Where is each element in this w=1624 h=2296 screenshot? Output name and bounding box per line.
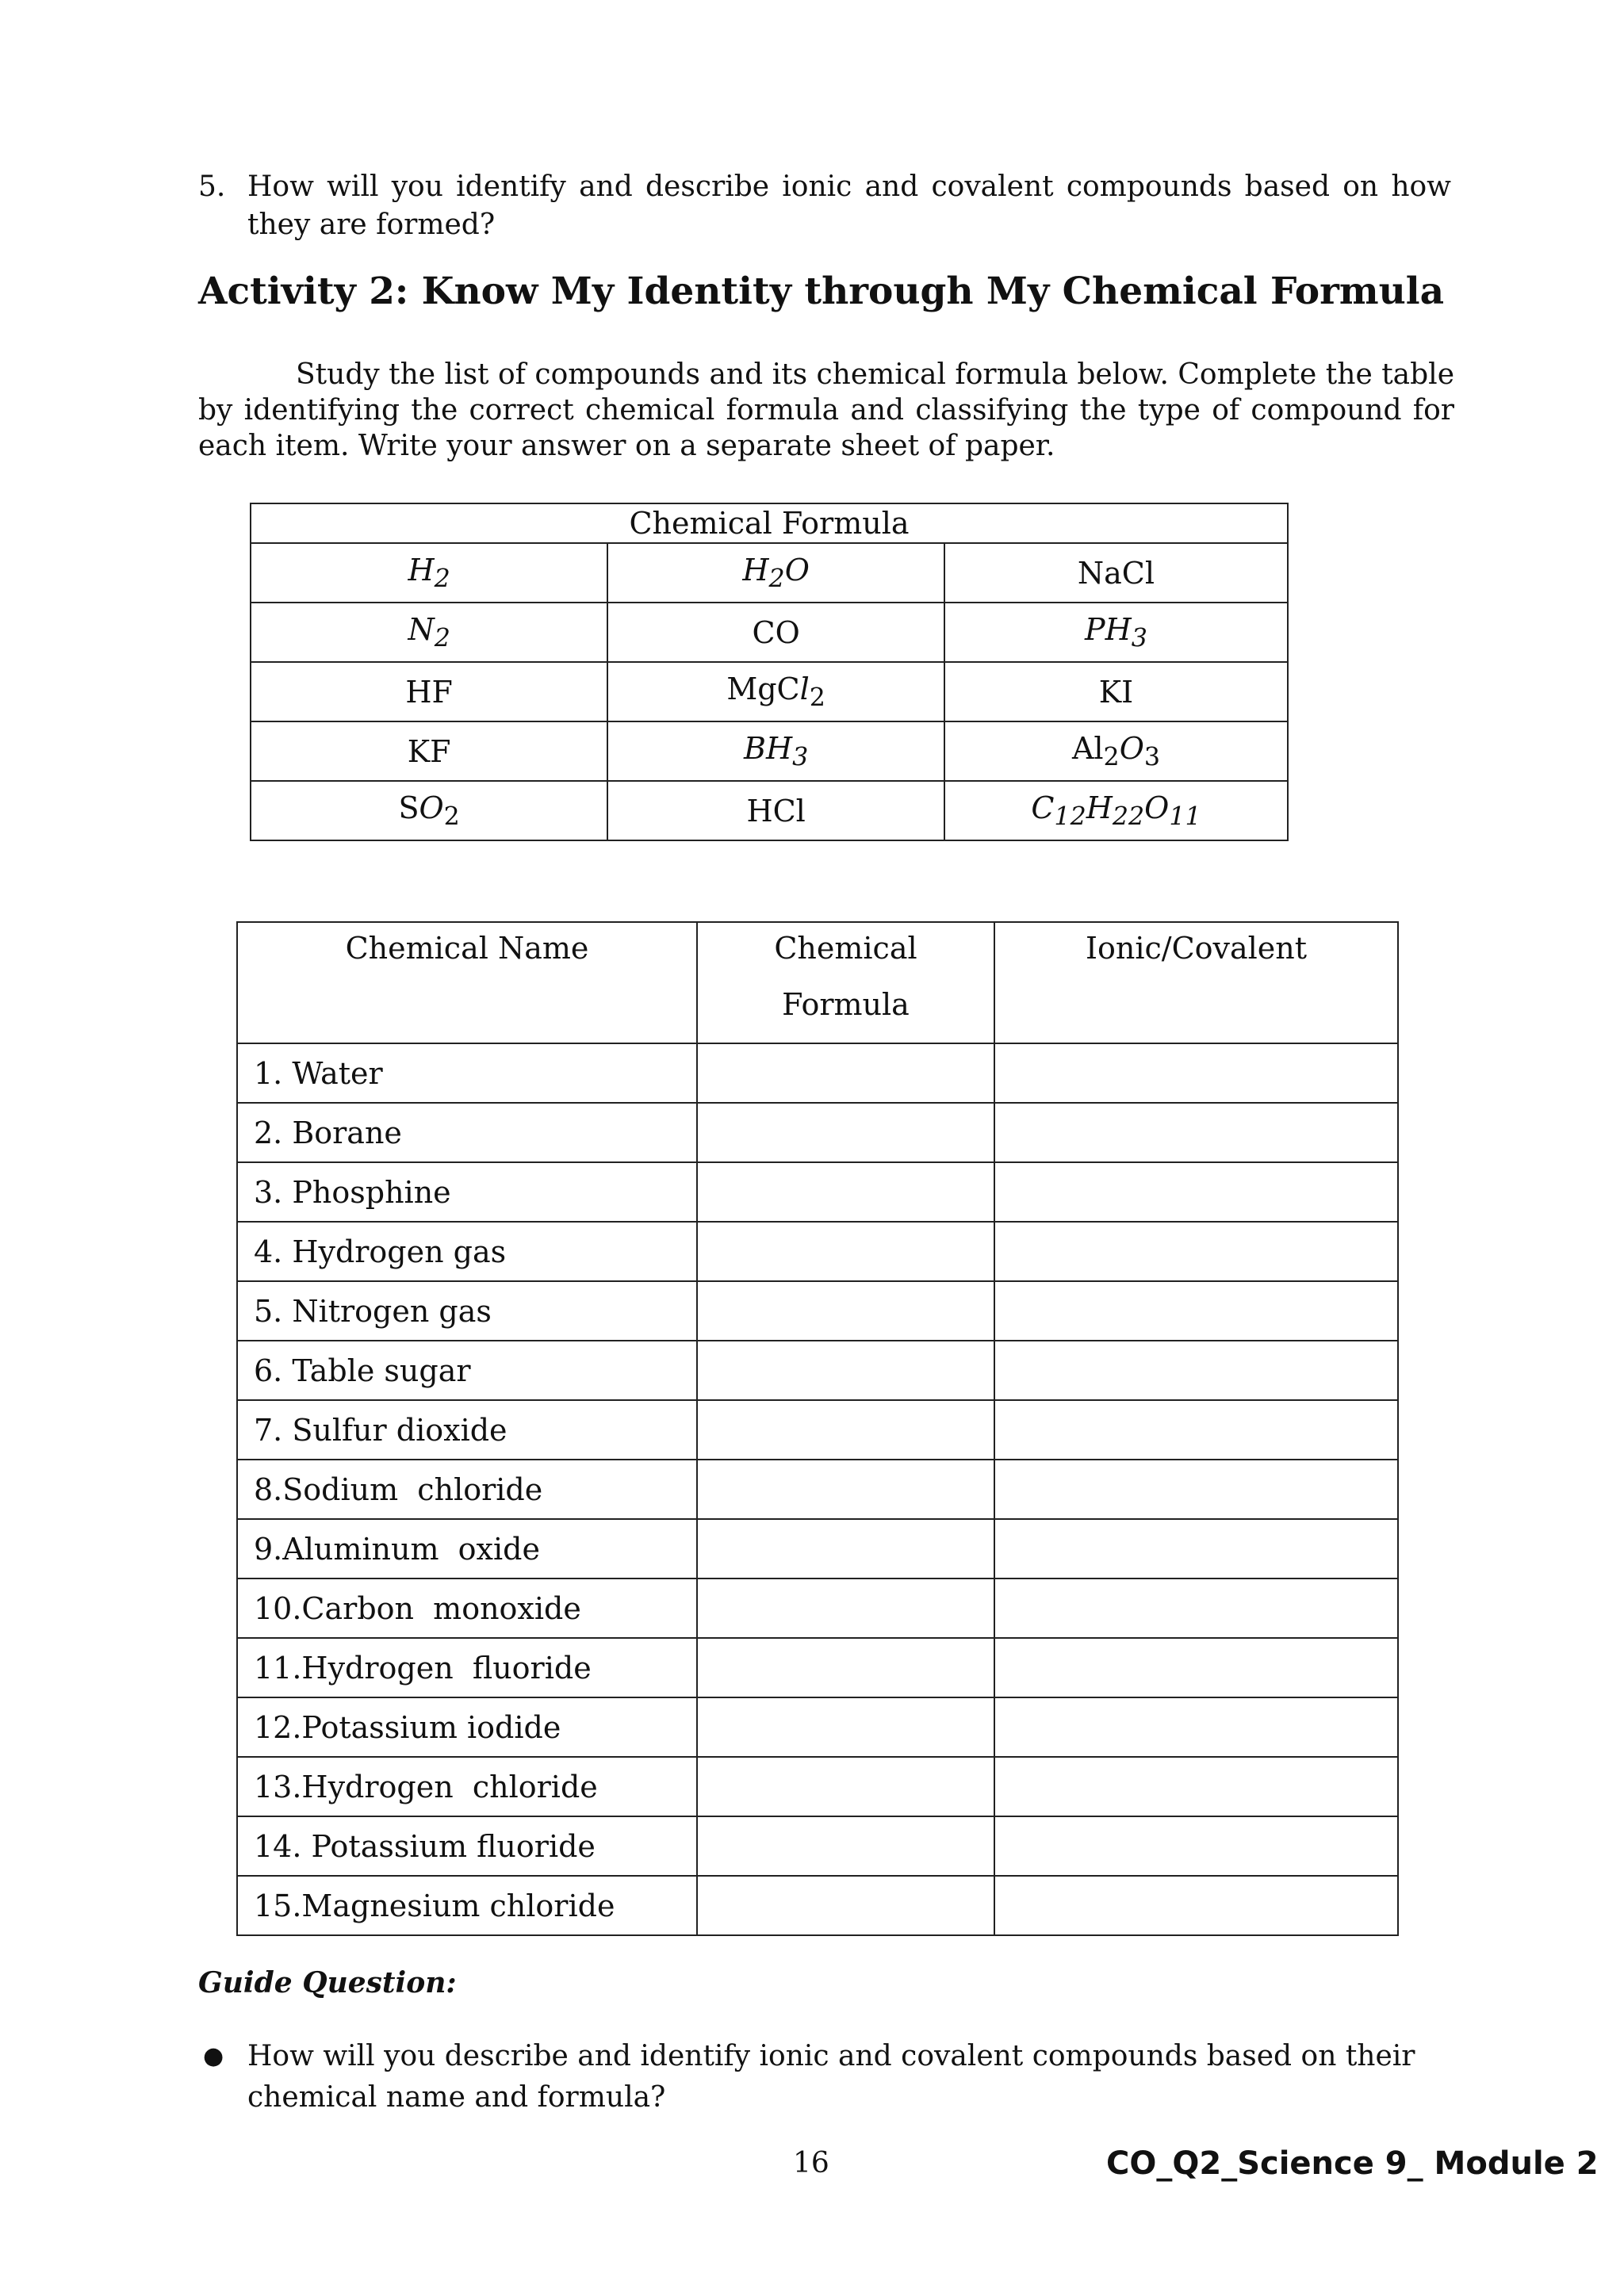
type-answer-cell[interactable] [994,1757,1398,1816]
type-answer-cell[interactable] [994,1460,1398,1519]
question-number: 5. [198,170,226,203]
table-row [237,1103,1398,1162]
chemical-name-cell: 2. Borane [237,1103,697,1162]
formula-cell: $PH_3$ [944,603,1288,662]
type-answer-cell[interactable] [994,1043,1398,1103]
chemical-name-cell: 7. Sulfur dioxide [237,1400,697,1460]
header-formula-line2: Formula [782,987,910,1022]
question-text: How will you identify and describe ionic and covalent compounds based on how they are formed? [247,170,1451,241]
table-row [237,1281,1398,1341]
table-row [237,1400,1398,1460]
chemical-name-cell: 12.Potassium iodide [237,1697,697,1757]
formula-answer-cell[interactable] [697,1281,994,1341]
header-ionic-covalent: Ionic/Covalent [994,922,1398,1043]
formula-answer-cell[interactable] [697,1103,994,1162]
table-row [251,662,1288,721]
chemical-name-cell: 11.Hydrogen fluoride [237,1638,697,1697]
type-answer-cell[interactable] [994,1876,1398,1935]
table-row [251,603,1288,662]
formula-answer-cell[interactable] [697,1697,994,1757]
formula-answer-cell[interactable] [697,1876,994,1935]
chemical-name-cell: 9.Aluminum oxide [237,1519,697,1578]
chemical-name-cell: 8.Sodium chloride [237,1460,697,1519]
table-row [237,1341,1398,1400]
page-number: 16 [793,2147,829,2179]
formula-answer-cell[interactable] [697,1043,994,1103]
type-answer-cell[interactable] [994,1697,1398,1757]
formula-cell: $BH_3$ [607,721,944,781]
activity-instructions: Study the list of compounds and its chemical formula below. Complete the table by identifying the correct chemical formula and classifying the type of compound for each item. Write your answer on a separate sheet of paper. [198,358,1454,462]
type-answer-cell[interactable] [994,1162,1398,1222]
formula-answer-cell[interactable] [697,1519,994,1578]
bullet-icon: ● [203,2042,224,2070]
formula-cell: $H_2$ [251,543,607,603]
table-row [251,543,1288,603]
table-row [237,1519,1398,1578]
table-row [237,1043,1398,1103]
formula-answer-cell[interactable] [697,1162,994,1222]
type-answer-cell[interactable] [994,1578,1398,1638]
header-chemical-name: Chemical Name [237,922,697,1043]
question-5 [198,168,1451,244]
table-row [237,1757,1398,1816]
chemical-formula-table [250,503,1289,841]
chemical-name-cell: 10.Carbon monoxide [237,1578,697,1638]
formula-cell: $N_2$ [251,603,607,662]
table-row [237,1697,1398,1757]
table-row [237,1876,1398,1935]
chemical-name-cell: 6. Table sugar [237,1341,697,1400]
module-label: CO_Q2_Science 9_ Module 2 [1106,2145,1599,2182]
guide-heading: Guide Question: [198,1966,457,1999]
formula-cell: $Al_2O_3$ [944,721,1288,781]
header-chemical-formula [697,922,994,1043]
formula-cell: $SO_2$ [251,781,607,840]
type-answer-cell[interactable] [994,1341,1398,1400]
chemical-name-cell: 1. Water [237,1043,697,1103]
chemical-name-cell: 3. Phosphine [237,1162,697,1222]
chemical-name-cell: 13.Hydrogen chloride [237,1757,697,1816]
type-answer-cell[interactable] [994,1222,1398,1281]
type-answer-cell[interactable] [994,1638,1398,1697]
activity-title: Activity 2: Know My Identity through My Chemical Formula [198,270,1445,313]
formula-cell: $C_{12}H_{22}O_{11}$ [944,781,1288,840]
table-row [237,1638,1398,1697]
chemical-name-cell: 4. Hydrogen gas [237,1222,697,1281]
formula-cell: HF [251,662,607,721]
formula-answer-cell[interactable] [697,1757,994,1816]
table-row [237,1162,1398,1222]
formula-answer-cell[interactable] [697,1460,994,1519]
formula-answer-cell[interactable] [697,1578,994,1638]
type-answer-cell[interactable] [994,1103,1398,1162]
formula-answer-cell[interactable] [697,1638,994,1697]
table-row [237,1222,1398,1281]
table-row [251,781,1288,840]
formula-answer-cell[interactable] [697,1341,994,1400]
formula-table-header: Chemical Formula [251,503,1288,543]
type-answer-cell[interactable] [994,1400,1398,1460]
formula-cell: MgCl$_2$ [607,662,944,721]
formula-cell: HCl [607,781,944,840]
table-row [237,1816,1398,1876]
table-row [237,1578,1398,1638]
formula-cell: NaCl [944,543,1288,603]
formula-answer-cell[interactable] [697,1816,994,1876]
chemical-name-cell: 14. Potassium fluoride [237,1816,697,1876]
type-answer-cell[interactable] [994,1816,1398,1876]
formula-cell: $H_2O$ [607,543,944,603]
formula-answer-cell[interactable] [697,1400,994,1460]
table-row [251,721,1288,781]
chemical-name-cell: 5. Nitrogen gas [237,1281,697,1341]
formula-answer-cell[interactable] [697,1222,994,1281]
answer-table-header-row [237,922,1398,1043]
formula-cell: KI [944,662,1288,721]
chemical-name-cell: 15.Magnesium chloride [237,1876,697,1935]
guide-question-text: How will you describe and identify ionic and covalent compounds based on their chemical name and formula? [247,2040,1415,2114]
formula-cell: CO [607,603,944,662]
answer-table [236,921,1399,1936]
header-formula-line1: Chemical [774,931,917,966]
guide-question [198,2036,1467,2118]
formula-cell: KF [251,721,607,781]
type-answer-cell[interactable] [994,1519,1398,1578]
table-row [237,1460,1398,1519]
type-answer-cell[interactable] [994,1281,1398,1341]
